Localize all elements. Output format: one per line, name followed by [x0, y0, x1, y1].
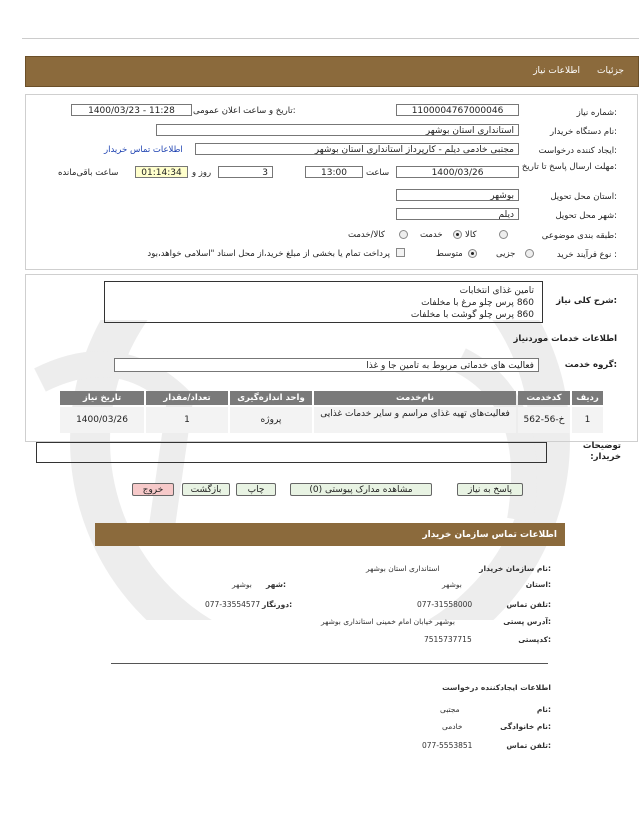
province-contact-value: بوشهر: [442, 580, 462, 589]
creator-phone-label: تلفن تماس:: [506, 741, 551, 750]
contact-header-bar: [95, 523, 565, 546]
address-label: آدرس پستی:: [503, 617, 551, 626]
radio-minor-label: جزیی: [496, 249, 516, 259]
table-cell-row-number: 1: [572, 407, 603, 433]
radio-goods-service-label: کالا/خدمت: [348, 230, 385, 240]
description-line: 860 پرس چلو گوشت با مخلفات: [410, 310, 534, 320]
family-value: خادمی: [442, 722, 463, 731]
name-label: نام:: [536, 705, 551, 714]
city-field: دیلم: [396, 208, 519, 220]
time-label: ساعت: [366, 168, 390, 178]
postal-value: 7515737715: [424, 635, 472, 644]
buyer-notes-label: توضیحات خریدار:: [582, 441, 621, 462]
description-box: [104, 281, 543, 323]
process-label: نوع فرآیند خرید :: [556, 250, 617, 260]
deadline-label: مهلت ارسال پاسخ تا تاریخ:: [521, 162, 617, 172]
city-contact-label: شهر:: [266, 580, 286, 589]
radio-service[interactable]: [453, 230, 462, 239]
city-contact-value: بوشهر: [232, 580, 252, 589]
print-button[interactable]: چاپ: [236, 483, 276, 496]
table-header-service-code: کدخدمت: [518, 391, 570, 405]
remaining-time-field: 01:14:34: [135, 166, 188, 178]
creator-phone-value: 077-5553851: [422, 741, 473, 750]
radio-goods[interactable]: [499, 230, 508, 239]
contact-divider: [111, 663, 548, 664]
province-label: استان محل تحویل:: [550, 192, 617, 202]
days-field: 3: [218, 166, 273, 178]
table-cell-quantity: 1: [146, 407, 228, 433]
need-number-label: شماره نیاز:: [576, 108, 617, 118]
announce-field: 1400/03/23 - 11:28: [71, 104, 192, 116]
table-cell-service-code: خ-56-562: [518, 407, 570, 433]
city-label: شهر محل تحویل:: [555, 211, 617, 221]
buyer-name-label: نام دستگاه خریدار:: [550, 127, 617, 137]
creator-label: ایجاد کننده درخواست:: [538, 146, 617, 156]
description-line: تامین غذای انتخابات: [459, 286, 534, 296]
category-label: طبقه بندی موضوعی:: [541, 231, 617, 241]
creator-field: مجتبی خادمی دیلم - کارپرداز استانداری استان بوشهر: [195, 143, 519, 155]
services-section-title: اطلاعات خدمات موردنیاز: [513, 334, 617, 344]
info-header-bar: [25, 56, 639, 87]
exit-button[interactable]: خروج: [132, 483, 174, 496]
table-header-need-date: تاریخ نیاز: [60, 391, 144, 405]
radio-medium-label: متوسط: [436, 249, 463, 259]
tab-need-info[interactable]: اطلاعات نیاز: [533, 66, 580, 76]
tab-details[interactable]: جزئیات: [597, 66, 624, 76]
deadline-time-field: 13:00: [305, 166, 363, 178]
back-button[interactable]: بازگشت: [182, 483, 230, 496]
table-header-service-name: نام‌خدمت: [314, 391, 516, 405]
deadline-date-field: 1400/03/26: [396, 166, 519, 178]
postal-label: کدپستی:: [518, 635, 551, 644]
need-form-panel: [25, 94, 638, 270]
address-value: بوشهر خیابان امام خمینی استانداری بوشهر: [321, 617, 455, 626]
radio-minor[interactable]: [525, 249, 534, 258]
phone-value: 077-31558000: [417, 600, 473, 609]
contact-title: اطلاعات تماس سازمان خریدار: [422, 530, 557, 540]
org-value: استانداری استان بوشهر: [366, 564, 440, 573]
family-label: نام خانوادگی:: [500, 722, 551, 731]
service-group-label: گروه خدمت:: [564, 360, 617, 370]
reply-button[interactable]: پاسخ به نیاز: [457, 483, 523, 496]
name-value: مجتبی: [440, 705, 460, 714]
table-cell-unit: پروژه: [230, 407, 312, 433]
table-cell-service-name: فعالیت‌های تهیه غذای مراسم و سایر خدمات غذایی: [314, 407, 516, 433]
table-header-quantity: تعداد/مقدار: [146, 391, 228, 405]
buyer-notes-box: [36, 442, 547, 463]
radio-goods-service[interactable]: [399, 230, 408, 239]
description-label: شرح کلی نیاز:: [556, 296, 617, 306]
radio-medium[interactable]: [468, 249, 477, 258]
table-header-unit: واحد اندازه‌گیری: [230, 391, 312, 405]
fax-label: دورنگار:: [262, 600, 293, 609]
buyer-contact-link[interactable]: اطلاعات تماس خریدار: [104, 145, 183, 155]
attachments-button[interactable]: مشاهده مدارک پیوستی (0): [290, 483, 432, 496]
days-label: روز و: [192, 168, 212, 178]
radio-goods-label: کالا: [465, 230, 477, 240]
fax-value: 077-33554577: [205, 600, 261, 609]
org-label: نام سازمان خریدار:: [479, 564, 551, 573]
table-header-row-number: ردیف: [572, 391, 603, 405]
table-cell-need-date: 1400/03/26: [60, 407, 144, 433]
province-field: بوشهر: [396, 189, 519, 201]
radio-service-label: خدمت: [420, 230, 443, 240]
creator-info-title: اطلاعات ایجادکننده درخواست: [442, 683, 551, 692]
province-contact-label: استان:: [525, 580, 551, 589]
payment-note: پرداخت تمام یا بخشی از مبلغ خرید،از محل اسناد "اسلامی خواهد،بود: [147, 249, 390, 259]
description-line: 860 پرس چلو مرغ با مخلفات: [421, 298, 534, 308]
phone-label: تلفن تماس:: [506, 600, 551, 609]
top-divider: [22, 38, 639, 39]
treasury-checkbox[interactable]: [396, 248, 405, 257]
buyer-name-field: استانداری استان بوشهر: [156, 124, 519, 136]
announce-label: تاریخ و ساعت اعلان عمومی:: [193, 106, 296, 116]
service-group-field: فعالیت های خدماتی مربوط به تامین جا و غذا: [114, 358, 539, 372]
services-table: [36, 391, 603, 435]
remaining-label: ساعت باقی‌مانده: [58, 168, 119, 178]
need-number-field: 1100004767000046: [396, 104, 519, 116]
